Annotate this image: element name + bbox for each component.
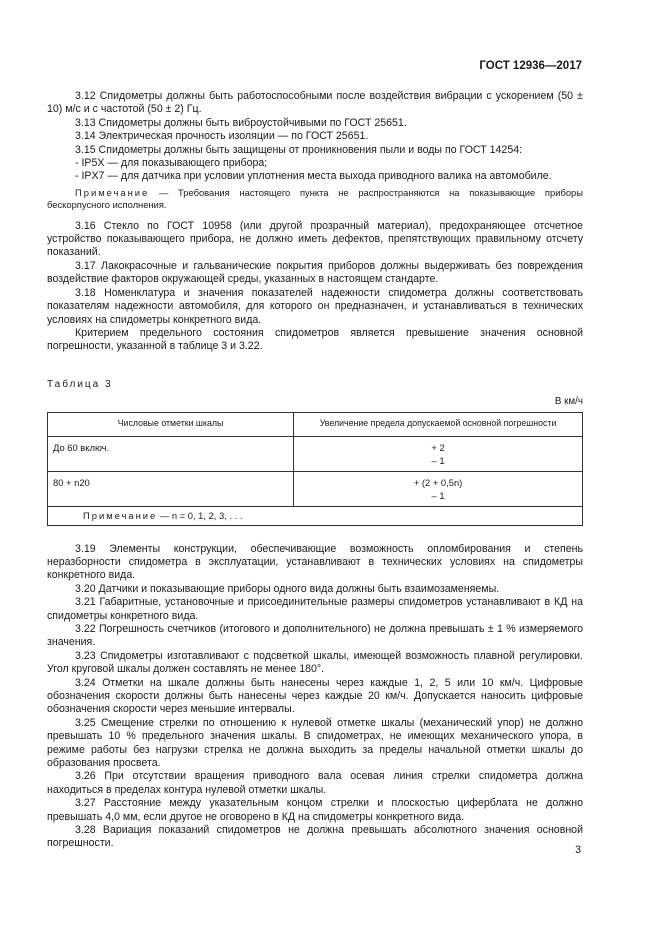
table-note-row [48,506,583,525]
table-header-scale: Числовые отметки шкалы [48,412,294,436]
paragraph-3-18: 3.18 Номенклатура и значения показателей надежности спидометра должны соответствовать показателям надежности автомобиля, для которого он предназначен, и устанавливаться в технических условиях на спидометры конкретного вида. [47,286,583,326]
paragraph-3-22: 3.22 Погрешность счетчиков (итогового и дополнительного) не должна превышать ± 1 % измеряемого значения. [47,622,583,649]
paragraphs-after-table [47,543,583,851]
value-upper: + 2 [431,441,445,453]
table-row [48,471,583,506]
table-header-error: Увеличение предела допускаемой основной погрешности [294,412,583,436]
table-3 [47,412,583,526]
paragraph-3-26: 3.26 При отсутствии вращения приводного вала осевая линия стрелки спидометра должна находиться в пределах контура нулевой отметки шкалы. [47,770,583,796]
paragraph-3-20: 3.20 Датчики и показывающие приборы одного вида должны быть взаимозаменяемы. [75,582,500,595]
paragraph-3-16: 3.16 Стекло по ГОСТ 10958 (или другой прозрачный материал), предохраняющее отсчетное устройство показывающего прибора, не должно иметь дефектов, препятствующих правильному отсчету показаний. [47,219,583,259]
paragraph-3-15: 3.15 Спидометры должны быть защищены от проникновения пыли и воды по ГОСТ 14254: [75,143,523,156]
paragraph-3-13: 3.13 Спидометры должны быть виброустойчивыми по ГОСТ 25651. [75,116,407,129]
table-note-label: Примечание [83,509,158,521]
list-item-ip5x: - IP5X — для показывающего прибора; [75,157,268,170]
paragraph-3-21: 3.21 Габаритные, установочные и присоединительные размеры спидометров устанавливают в КД на спидометры конкретного вида. [47,596,583,622]
note-label: Примечание [75,186,150,198]
paragraph-3-25: 3.25 Смещение стрелки по отношению к нулевой отметке шкалы (механический упор) не должно превышать 10 % предельного значения шкалы. В спидометрах, не имеющих механического упора, в режиме работы без нагрузки стрелка не должна выходить за пределы начальной отметки шкалы до образования просвета. [47,716,583,770]
note-3-15 [47,187,583,212]
table-cell-label: До 60 включ. [48,436,294,471]
paragraph-criterion: Критерием предельного состояния спидометров является превышение значения основной погрешности, указанной в таблице 3 и 3.22. [47,326,583,353]
page-number: 3 [575,844,581,856]
table-units: В км/ч [554,396,583,408]
table-note [48,506,583,525]
value-upper: + (2 + 0,5n) [413,476,463,488]
table-caption: Таблица 3 [47,378,113,390]
table-cell-label: 80 + n20 [48,471,294,506]
paragraph-3-27: 3.27 Расстояние между указательным концом стрелки и плоскостью циферблата не должно превышать 4,0 мм, если другое не оговорено в КД на спидометры конкретного вида. [47,797,583,823]
table-row [48,436,583,471]
paragraph-3-23: 3.23 Спидометры изготавливают с подсветкой шкалы, имеющей возможность плавной регулировки. Угол круговой шкалы должен составлять не менее 180°. [47,649,583,676]
table-header-row [48,412,583,436]
paragraph-3-14: 3.14 Электрическая прочность изоляции — по ГОСТ 25651. [75,130,369,143]
paragraph-3-12: 3.12 Спидометры должны быть работоспособными после воздействия вибрации с ускорением (50 ± 10) м/с и с частотой (50 ± 2) Гц. [47,90,583,116]
paragraph-3-24: 3.24 Отметки на шкале должны быть нанесены через каждые 1, 2, 5 или 10 км/ч. Цифровые обозначения скорости должны быть нанесены через каждые 20 км/ч. Допускается наносить цифровые обозначения скорости через меньшие интервалы. [47,676,583,716]
document-header: ГОСТ 12936—2017 [479,60,582,72]
table-cell-value [294,436,583,471]
value-lower: – 1 [431,454,445,466]
paragraph-3-17: 3.17 Лакокрасочные и гальванические покрытия приборов должны выдерживать без повреждения воздействие факторов окружающей среды, указанных в настоящем стандарте. [47,259,583,286]
value-lower: – 1 [431,489,445,501]
table-cell-value [294,471,583,506]
page-content [47,90,583,851]
list-item-ipx7: - IPX7 — для датчика при условии уплотнения места выхода приводного валика на автомобиле. [75,170,552,183]
paragraph-3-19: 3.19 Элементы конструкции, обеспечивающие возможность опломбирования и степень неразборности спидометра в эксплуатации, устанавливают в технических условиях на спидометры конкретного вида. [47,542,583,582]
paragraph-3-28: 3.28 Вариация показаний спидометров не должна превышать абсолютного значения основной погрешности. [47,824,583,850]
note-text: — Требования настоящего пункта не распространяются на показывающие приборы бескорпусного исполнения. [47,186,583,211]
table-note-text: — n = 0, 1, 2, 3, . . . [157,509,243,521]
